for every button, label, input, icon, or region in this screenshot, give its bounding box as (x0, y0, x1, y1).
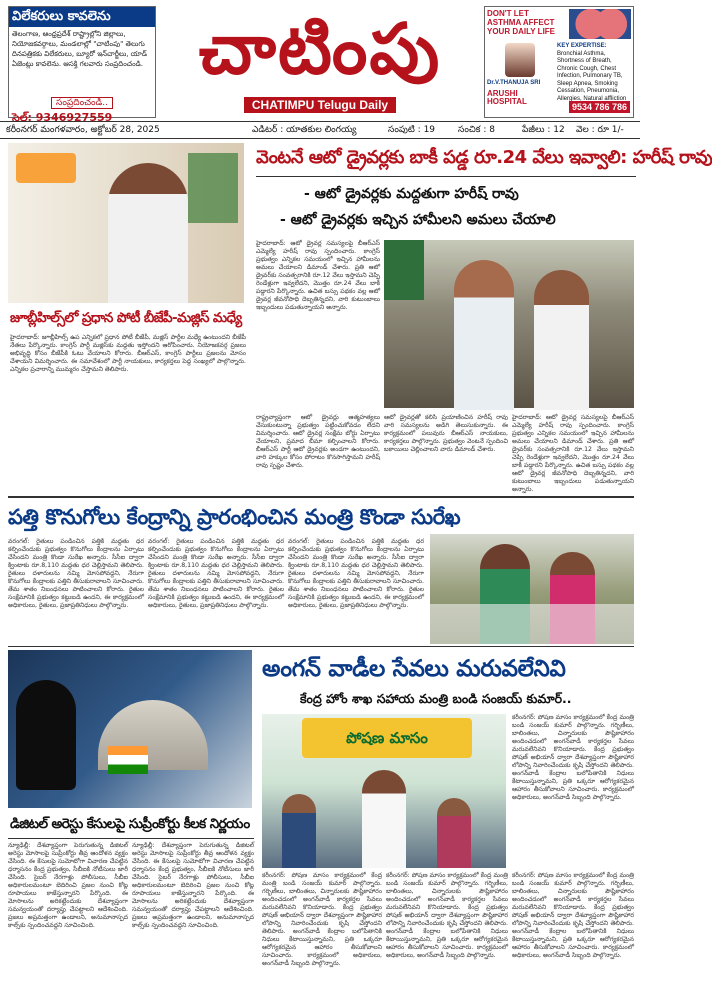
lead-body-column-4: హైదరాబాద్: ఆటో డ్రైవర్ల సమస్యలపై బీఆర్ఎస్ ఎమ్మెల్యే హరీష్ రావు స్పందించారు. కాంగ్రెస్ ప్రభుత్వం ఎన్నికల సమయంలో ఇచ్చిన హామీలను అమలు చేయాలని డిమాండ్ చేశారు. ప్రతి ఆటో డ్రైవర్‌కు సంవత్సరానికి రూ.12 వేలు ఇస్తామని చెప్పి రెండేళ్లుగా ఇవ్వలేదని, మొత్తం రూ.24 వేలు బాకీ పడ్డారని పేర్కొన్నారు. ఉచిత బస్సు పథకం వల్ల ఆటో డ్రైవర్ల జీవనోపాధి దెబ్బతిన్నదని, వారి కుటుంబాలు ఇబ్బందులు పడుతున్నాయని అన్నారు. (512, 414, 634, 493)
expertise-list: Bronchial Asthma, Shortness of Breath, Chronic Cough, Chest Infection, Pulmonary TB, Sleep Apnea, Smoking Cessation, Pneumonia, Allergies, Natural affliction (557, 50, 627, 102)
digital-arrest-body-2: న్యూఢిల్లీ: దేశవ్యాప్తంగా పెరుగుతున్న డిజిటల్ అరెస్టు మోసాలపై సుప్రీంకోర్టు తీవ్ర ఆందోళన వ్యక్తం చేసింది. ఈ కేసులపై సుమోటోగా విచారణ చేపట్టిన ధర్మాసనం కేంద్ర ప్రభుత్వం, సీబీఐకి నోటీసులు జారీ చేసింది. సైబర్ నేరగాళ్లు పోలీసులు, సీబీఐ అధికారులమంటూ బెదిరించి ప్రజల నుంచి కోట్ల రూపాయలు కాజేస్తున్నారని పేర్కొంది. ఈ మోసాలను అరికట్టేందుకు దేశవ్యాప్తంగా సమన్వయంతో దర్యాప్తు చేపట్టాలని ఆదేశించింది. ప్రజలు అప్రమత్తంగా ఉండాలని, అనుమానాస్పద కాల్స్‌కు స్పందించవద్దని సూచించింది. (132, 842, 254, 929)
pages: పేజీలు : 12 (522, 125, 565, 135)
lead-subhead-1: - ఆటో డ్రైవర్లకు మద్దతుగా హరీష్ రావు (304, 186, 519, 202)
konda-body-3: వరంగల్: రైతులు పండించిన పత్తికి మద్దతు ధర కల్పించేందుకు ప్రభుత్వం కొనుగోలు కేంద్రాలను ఏర్పాటు చేసిందని మంత్రి కొండా సురేఖ అన్నారు. సీసీఐ ద్వారా క్వింటాకు రూ.8,110 మద్దతు ధర చెల్లిస్తామని తెలిపారు. రైతులు దళారులను నమ్మి మోసపోవద్దని, నేరుగా కొనుగోలు కేంద్రాలకు పత్తిని తీసుకురావాలని సూచించారు. తేమ శాతం నిబంధనలు పాటించాలని కోరారు. రైతుల సంక్షేమానికి ప్రభుత్వం కట్టుబడి ఉందని, ఈ కార్యక్రమంలో అధికారులు, రైతులు, ప్రజాప్రతినిధులు పాల్గొన్నారు. (288, 538, 424, 609)
doctor-photo (505, 43, 535, 77)
digital-arrest-photo (8, 650, 252, 808)
recruitment-ad-body: తెలంగాణ, ఆంధ్రప్రదేశ్ రాష్ట్రాల్లోని జిల్లాలు, నియోజకవర్గాలు, మండలాల్లో "చాటింపు" తెలుగు దినపత్రికకు విలేకరులు, బ్యూరో ఇన్‌చార్జీలు, యాడ్ ఏజెంట్లు కావలెను. ఆసక్తి గలవారు సంప్రదించండి. (12, 30, 148, 68)
hospital-ad-headline: DON'T LET ASTHMA AFFECT YOUR DAILY LIFE (487, 9, 556, 36)
jubilee-photo (8, 143, 244, 303)
lungs-image (569, 9, 631, 39)
logo-subtitle: CHATIMPU Telugu Daily (244, 97, 396, 113)
recruitment-ad-phone: సెల్: 9346927559 (12, 111, 113, 124)
editor: ఎడిటర్ : యాతకుల లింగయ్య (252, 125, 357, 135)
lead-subhead-2: - ఆటో డ్రైవర్లకు ఇచ్చిన హామీలని అమలు చేయాలి (280, 212, 556, 228)
digital-arrest-body-1: న్యూఢిల్లీ: దేశవ్యాప్తంగా పెరుగుతున్న డిజిటల్ అరెస్టు మోసాలపై సుప్రీంకోర్టు తీవ్ర ఆందోళన వ్యక్తం చేసింది. ఈ కేసులపై సుమోటోగా విచారణ చేపట్టిన ధర్మాసనం కేంద్ర ప్రభుత్వం, సీబీఐకి నోటీసులు జారీ చేసింది. సైబర్ నేరగాళ్లు పోలీసులు, సీబీఐ అధికారులమంటూ బెదిరించి ప్రజల నుంచి కోట్ల రూపాయలు కాజేస్తున్నారని పేర్కొంది. ఈ మోసాలను అరికట్టేందుకు దేశవ్యాప్తంగా సమన్వయంతో దర్యాప్తు చేపట్టాలని ఆదేశించింది. ప్రజలు అప్రమత్తంగా ఉండాలని, అనుమానాస్పద కాల్స్‌కు స్పందించవద్దని సూచించింది. (8, 842, 128, 929)
lead-body-column-3: ఆటో డ్రైవర్లతో కలిసి ప్రయాణించిన హరీష్ రావు వారి సమస్యలను అడిగి తెలుసుకున్నారు. ఈ కార్యక్రమంలో పలువురు బీఆర్ఎస్ నాయకులు, కార్యకర్తలు పాల్గొన్నారు. ప్రభుత్వం వెంటనే స్పందించి బకాయిలు చెల్లించాలని వారు డిమాండ్ చేశారు. (384, 414, 508, 453)
lead-headline: వెంటనే ఆటో డ్రైవర్లకు బాకీ పడ్డ రూ.24 వేలు ఇవ్వాలి: హరీష్ రావు (256, 147, 712, 168)
dateline (0, 121, 640, 139)
anganwadi-subhead: కేంద్ర హోం శాఖ సహాయ మంత్రి బండి సంజయ్ కుమార్.. (300, 691, 572, 706)
konda-body-2: వరంగల్: రైతులు పండించిన పత్తికి మద్దతు ధర కల్పించేందుకు ప్రభుత్వం కొనుగోలు కేంద్రాలను ఏర్పాటు చేసిందని మంత్రి కొండా సురేఖ అన్నారు. సీసీఐ ద్వారా క్వింటాకు రూ.8,110 మద్దతు ధర చెల్లిస్తామని తెలిపారు. రైతులు దళారులను నమ్మి మోసపోవద్దని, నేరుగా కొనుగోలు కేంద్రాలకు పత్తిని తీసుకురావాలని సూచించారు. తేమ శాతం నిబంధనలు పాటించాలని కోరారు. రైతుల సంక్షేమానికి ప్రభుత్వం కట్టుబడి ఉందని, ఈ కార్యక్రమంలో అధికారులు, రైతులు, ప్రజాప్రతినిధులు పాల్గొన్నారు. (148, 538, 284, 609)
expertise-label: KEY EXPERTISE: (557, 43, 607, 49)
recruitment-ad (8, 6, 156, 124)
lead-photo (384, 240, 634, 408)
anganwadi-body-3: కరీంనగర్: పోషణ మాసం కార్యక్రమంలో కేంద్ర మంత్రి బండి సంజయ్ కుమార్ పాల్గొన్నారు. గర్భిణీలు, బాలింతలు, చిన్నారులకు పౌష్టికాహారం అందించడంలో అంగన్‌వాడీ కార్యకర్తల సేవలు మరువలేనివని కొనియాడారు. కేంద్ర ప్రభుత్వం పోషణ్ అభియాన్ ద్వారా దేశవ్యాప్తంగా పౌష్టికాహార లోపాన్ని నివారించేందుకు కృషి చేస్తోందని తెలిపారు. అంగన్‌వాడీ కేంద్రాల బలోపేతానికి నిధులు కేటాయిస్తున్నామని, ప్రతి ఒక్కరూ ఆరోగ్యకరమైన ఆహారం తీసుకోవాలని సూచించారు. కార్యక్రమంలో అధికారులు, అంగన్‌వాడీ సిబ్బంది పాల్గొన్నారు. (512, 872, 634, 959)
place-date: కరీంనగర్ మంగళవారం, అక్టోబర్ 28, 2025 (6, 125, 160, 135)
anganwadi-body-1: కరీంనగర్: పోషణ మాసం కార్యక్రమంలో కేంద్ర మంత్రి బండి సంజయ్ కుమార్ పాల్గొన్నారు. గర్భిణీలు, బాలింతలు, చిన్నారులకు పౌష్టికాహారం అందించడంలో అంగన్‌వాడీ కార్యకర్తల సేవలు మరువలేనివని కొనియాడారు. కేంద్ర ప్రభుత్వం పోషణ్ అభియాన్ ద్వారా దేశవ్యాప్తంగా పౌష్టికాహార లోపాన్ని నివారించేందుకు కృషి చేస్తోందని తెలిపారు. అంగన్‌వాడీ కేంద్రాల బలోపేతానికి నిధులు కేటాయిస్తున్నామని, ప్రతి ఒక్కరూ ఆరోగ్యకరమైన ఆహారం తీసుకోవాలని సూచించారు. కార్యక్రమంలో అధికారులు, అంగన్‌వాడీ సిబ్బంది పాల్గొన్నారు. (262, 872, 382, 967)
hospital-ad (484, 6, 634, 118)
jubilee-body: హైదరాబాద్: జూబ్లీహిల్స్ ఉప ఎన్నికలో ప్రధాన పోటీ బీజేపీ, మజ్లిస్ పార్టీల మధ్యే ఉంటుందని బీజేపీ నేతలు పేర్కొన్నారు. కాంగ్రెస్ పార్టీ మజ్లిస్‌కు మద్దతు ఇస్తోందని ఆరోపించారు. నియోజకవర్గ ప్రజలు అభివృద్ధి కోసం బీజేపీకి ఓటు వేయాలని కోరారు. బీఆర్ఎస్, కాంగ్రెస్ పార్టీలు ప్రజలను మోసం చేశాయని విమర్శించారు. ఈ సమావేశంలో పార్టీ నాయకులు, కార్యకర్తలు పెద్ద సంఖ్యలో పాల్గొన్నారు. ఎన్నికల ప్రచారాన్ని ముమ్మరం చేస్తామని తెలిపారు. (10, 334, 246, 373)
poshan-poster: పోషణ మాసం (302, 718, 472, 758)
anganwadi-body-2: కరీంనగర్: పోషణ మాసం కార్యక్రమంలో కేంద్ర మంత్రి బండి సంజయ్ కుమార్ పాల్గొన్నారు. గర్భిణీలు, బాలింతలు, చిన్నారులకు పౌష్టికాహారం అందించడంలో అంగన్‌వాడీ కార్యకర్తల సేవలు మరువలేనివని కొనియాడారు. కేంద్ర ప్రభుత్వం పోషణ్ అభియాన్ ద్వారా దేశవ్యాప్తంగా పౌష్టికాహార లోపాన్ని నివారించేందుకు కృషి చేస్తోందని తెలిపారు. అంగన్‌వాడీ కేంద్రాల బలోపేతానికి నిధులు కేటాయిస్తున్నామని, ప్రతి ఒక్కరూ ఆరోగ్యకరమైన ఆహారం తీసుకోవాలని సూచించారు. కార్యక్రమంలో అధికారులు, అంగన్‌వాడీ సిబ్బంది పాల్గొన్నారు. (386, 872, 508, 959)
recruitment-ad-heading: విలేకరులు కావలెను (9, 7, 155, 27)
newspaper-logo (160, 4, 480, 116)
anganwadi-body-side: కరీంనగర్: పోషణ మాసం కార్యక్రమంలో కేంద్ర మంత్రి బండి సంజయ్ కుమార్ పాల్గొన్నారు. గర్భిణీలు, బాలింతలు, చిన్నారులకు పౌష్టికాహారం అందించడంలో అంగన్‌వాడీ కార్యకర్తల సేవలు మరువలేనివని కొనియాడారు. కేంద్ర ప్రభుత్వం పోషణ్ అభియాన్ ద్వారా దేశవ్యాప్తంగా పౌష్టికాహార లోపాన్ని నివారించేందుకు కృషి చేస్తోందని తెలిపారు. అంగన్‌వాడీ కేంద్రాల బలోపేతానికి నిధులు కేటాయిస్తున్నామని, ప్రతి ఒక్కరూ ఆరోగ్యకరమైన ఆహారం తీసుకోవాలని సూచించారు. కార్యక్రమంలో అధికారులు, అంగన్‌వాడీ సిబ్బంది పాల్గొన్నారు. (512, 714, 634, 801)
lead-body-column-1: హైదరాబాద్: ఆటో డ్రైవర్ల సమస్యలపై బీఆర్ఎస్ ఎమ్మెల్యే హరీష్ రావు స్పందించారు. కాంగ్రెస్ ప్రభుత్వం ఎన్నికల సమయంలో ఇచ్చిన హామీలను అమలు చేయాలని డిమాండ్ చేశారు. ప్రతి ఆటో డ్రైవర్‌కు సంవత్సరానికి రూ.12 వేలు ఇస్తామని చెప్పి రెండేళ్లుగా ఇవ్వలేదని, మొత్తం రూ.24 వేలు బాకీ పడ్డారని పేర్కొన్నారు. ఉచిత బస్సు పథకం వల్ల ఆటో డ్రైవర్ల జీవనోపాధి దెబ్బతిన్నదని, వారి కుటుంబాలు ఇబ్బందులు పడుతున్నాయని అన్నారు. (256, 240, 380, 311)
hospital-phone: 9534 786 786 (569, 101, 630, 113)
issue: సంచిక : 8 (458, 125, 495, 135)
price: వెల : రూ 1/- (576, 125, 624, 135)
logo-title: చాటింపు (198, 8, 442, 90)
hospital-name: ARUSHI HOSPITAL (487, 89, 527, 106)
volume: సంపుటి : 19 (388, 125, 436, 135)
konda-photo (430, 534, 634, 644)
konda-body-1: వరంగల్: రైతులు పండించిన పత్తికి మద్దతు ధర కల్పించేందుకు ప్రభుత్వం కొనుగోలు కేంద్రాలను ఏర్పాటు చేసిందని మంత్రి కొండా సురేఖ అన్నారు. సీసీఐ ద్వారా క్వింటాకు రూ.8,110 మద్దతు ధర చెల్లిస్తామని తెలిపారు. రైతులు దళారులను నమ్మి మోసపోవద్దని, నేరుగా కొనుగోలు కేంద్రాలకు పత్తిని తీసుకురావాలని సూచించారు. తేమ శాతం నిబంధనలు పాటించాలని కోరారు. రైతుల సంక్షేమానికి ప్రభుత్వం కట్టుబడి ఉందని, ఈ కార్యక్రమంలో అధికారులు, రైతులు, ప్రజాప్రతినిధులు పాల్గొన్నారు. (8, 538, 144, 609)
lead-body-column-2: రాష్ట్రవ్యాప్తంగా ఆటో డ్రైవర్లు ఆత్మహత్యలు చేసుకుంటున్నా ప్రభుత్వం పట్టించుకోవడం లేదని విమర్శించారు. ఆటో డ్రైవర్ల సంక్షేమ బోర్డు ఏర్పాటు చేయాలని, ప్రమాద బీమా కల్పించాలని కోరారు. బీఆర్ఎస్ పార్టీ ఆటో డ్రైవర్లకు అండగా ఉంటుందని, వారి హక్కుల కోసం పోరాటం కొనసాగిస్తామని హరీష్ రావు స్పష్టం చేశారు. (256, 414, 380, 469)
jubilee-headline: జూబ్లీహిల్స్‌లో ప్రధాన పోటీ బీజేపీ-మజ్లిస్ మధ్యే (10, 310, 242, 326)
digital-arrest-headline: డిజిటల్ అరెస్టు కేసులపై సుప్రీంకోర్టు కీలక నిర్ణయం (10, 816, 250, 832)
anganwadi-photo (262, 714, 506, 868)
recruitment-ad-contact: సంప్రదించండి.. (51, 97, 113, 109)
doctor-name: Dr.V.THANUJA SRI (487, 80, 541, 86)
anganwadi-headline: అంగన్ వాడీల సేవలు మరువలేనివి (262, 656, 566, 682)
konda-headline: పత్తి కొనుగోలు కేంద్రాన్ని ప్రారంభించిన మంత్రి కొండా సురేఖ (8, 505, 461, 529)
